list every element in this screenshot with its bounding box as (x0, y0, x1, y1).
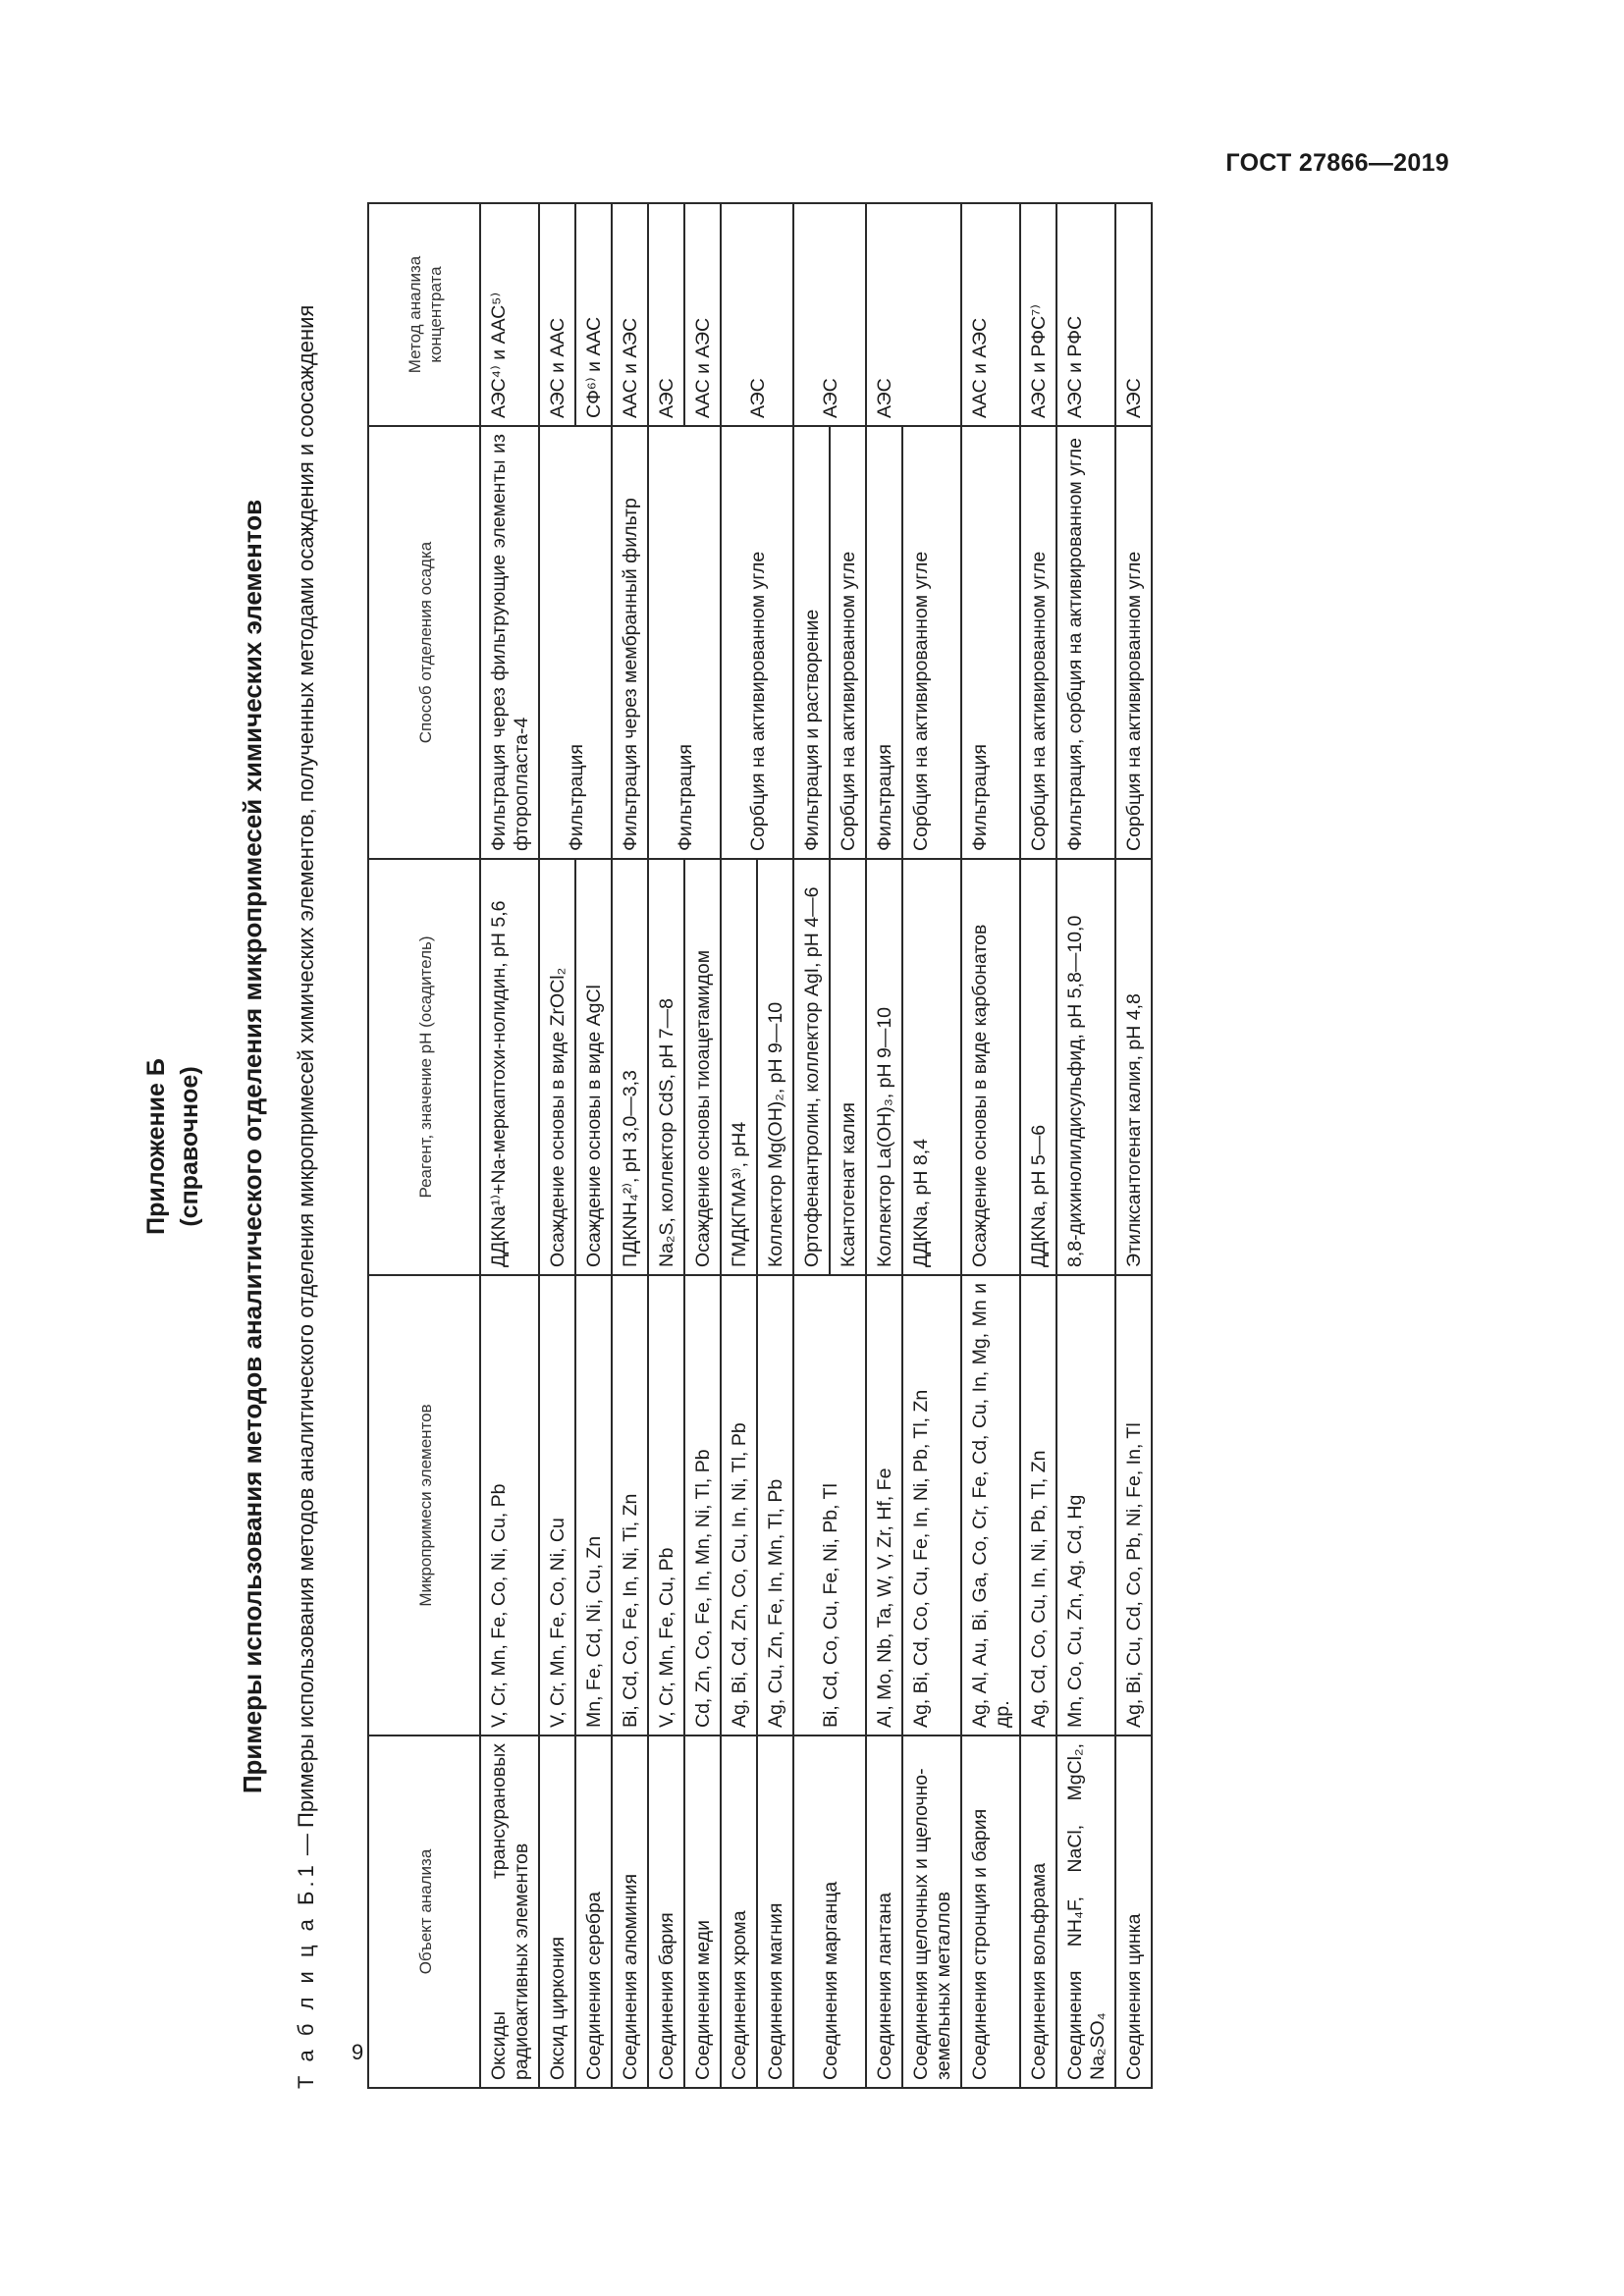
cell-object: Соединения алюминия (612, 1735, 648, 2088)
annex-title: Примеры использования методов аналитического отделения микропримесей химических элементов (238, 499, 267, 1794)
cell-separation: Сорбция на активированном угле (1115, 426, 1152, 859)
cell-impurities: Ag, Cd, Co, Cu, In, Ni, Pb, Tl, Zn (1020, 1275, 1056, 1735)
cell-separation: Фильтрация, сорбция на активированном угле (1056, 426, 1115, 859)
cell-reagent: ДДКNa, pH 8,4 (902, 859, 961, 1275)
cell-reagent: Этилксантогенат калия, pH 4,8 (1115, 859, 1152, 1275)
cell-object: Соединения лантана (866, 1735, 902, 2088)
column-header: Объект анализа (368, 1735, 480, 2088)
cell-impurities: Mn, Co, Cu, Zn, Ag, Cd, Hg (1056, 1275, 1115, 1735)
cell-impurities: Mn, Fe, Cd, Ni, Cu, Zn (575, 1275, 612, 1735)
appendix-note: (справочное) (176, 1066, 203, 1227)
table-row (648, 203, 684, 2088)
cell-reagent: Осаждение основы в виде AgCl (575, 859, 612, 1275)
cell-object: Соединения стронция и бария (961, 1735, 1020, 2088)
rotated-content (139, 204, 1441, 2089)
cell-separation: Фильтрация (539, 426, 612, 859)
table-row (866, 203, 902, 2088)
page-number: 9 (352, 2040, 364, 2064)
cell-impurities: Bi, Cd, Co, Fe, In, Ni, Ti, Zn (612, 1275, 648, 1735)
cell-separation: Сорбция на активированном угле (902, 426, 961, 859)
table-label: Т а б л и ц а Б.1 (294, 1861, 318, 2089)
cell-impurities: Ag, Al, Au, Bi, Ga, Co, Cr, Fe, Cd, Cu, In, Mg, Mn и др. (961, 1275, 1020, 1735)
cell-method: АЭС (866, 203, 961, 426)
cell-impurities: Ag, Cu, Zn, Fe, In, Mn, Tl, Pb (757, 1275, 793, 1735)
column-header: Реагент, значение pH (осадитель) (368, 859, 480, 1275)
cell-method: ААС и АЭС (612, 203, 648, 426)
appendix-title: Приложение Б (142, 1058, 170, 1235)
cell-object: Соединения NH₄F, NaCl, MgCl₂, Na₂SO₄ (1056, 1735, 1115, 2088)
cell-separation: Фильтрация и растворение (793, 426, 830, 859)
cell-object: Соединения серебра (575, 1735, 612, 2088)
table-row (1020, 203, 1056, 2088)
cell-impurities: V, Cr, Mn, Fe, Co, Ni, Cu (539, 1275, 575, 1735)
cell-separation: Сорбция на активированном угле (1020, 426, 1056, 859)
table-caption (293, 204, 320, 2089)
cell-reagent: Na₂S, коллектор CdS, pH 7—8 (648, 859, 684, 1275)
cell-method: СФ⁶⁾ и ААС (575, 203, 612, 426)
cell-impurities: Ag, Bi, Cd, Co, Cu, Fe, In, Ni, Pb, Tl, Zn (902, 1275, 961, 1735)
cell-object: Соединения магния (757, 1735, 793, 2088)
cell-object: Оксиды трансурановых радиоактивных элементов (480, 1735, 539, 2088)
cell-object: Соединения бария (648, 1735, 684, 2088)
cell-separation: Сорбция на активированном угле (830, 426, 866, 859)
cell-reagent: ДДКNa, pH 5—6 (1020, 859, 1056, 1275)
cell-separation: Фильтрация (866, 426, 902, 859)
cell-method: АЭС (721, 203, 793, 426)
cell-method: АЭС (648, 203, 684, 426)
cell-impurities: Al, Mo, Nb, Ta, W, V, Zr, Hf, Fe (866, 1275, 902, 1735)
table-row (1056, 203, 1115, 2088)
cell-separation: Фильтрация через мембранный фильтр (612, 426, 648, 859)
cell-method: ААС и АЭС (961, 203, 1020, 426)
cell-reagent: Ксантогенат калия (830, 859, 866, 1275)
cell-reagent: 8,8-дихинолилдисульфид, pH 5,8—10,0 (1056, 859, 1115, 1275)
cell-impurities: Ag, Bi, Cu, Cd, Co, Pb, Ni, Fe, In, Tl (1115, 1275, 1152, 1735)
table-row (961, 203, 1020, 2088)
cell-separation: Фильтрация (648, 426, 721, 859)
table-row (902, 203, 961, 2088)
table-row (612, 203, 648, 2088)
cell-object: Соединения щелочных и щелочно-земельных металлов (902, 1735, 961, 2088)
cell-object: Соединения хрома (721, 1735, 757, 2088)
cell-method: АЭС⁴⁾ и ААС⁵⁾ (480, 203, 539, 426)
cell-method: АЭС и ААС (539, 203, 575, 426)
cell-method: АЭС и РФС (1056, 203, 1115, 426)
appendix-heading (139, 204, 206, 2089)
cell-object: Соединения марганца (793, 1735, 866, 2088)
cell-object: Соединения меди (684, 1735, 721, 2088)
cell-reagent: Коллектор Mg(OH)₂, pH 9—10 (757, 859, 793, 1275)
column-header: Способ отделения осадка (368, 426, 480, 859)
table-row (539, 203, 575, 2088)
table-caption-text: — Примеры использования методов аналитического отделения микропримесей химических элементов, полученных методами осаждения и соосаждения (294, 304, 318, 1862)
cell-impurities: V, Cr, Mn, Fe, Co, Ni, Cu, Pb (480, 1275, 539, 1735)
cell-reagent: ГМДКГМА³⁾, pH4 (721, 859, 757, 1275)
gost-header: ГОСТ 27866—2019 (1225, 149, 1449, 177)
cell-reagent: Коллектор La(OH)₃, pH 9—10 (866, 859, 902, 1275)
cell-impurities: V, Cr, Mn, Fe, Cu, Pb (648, 1275, 684, 1735)
cell-reagent: ПДКNH₄²⁾, pH 3,0—3,3 (612, 859, 648, 1275)
cell-separation: Сорбция на активированном угле (721, 426, 793, 859)
cell-method: АЭС и РФС⁷⁾ (1020, 203, 1056, 426)
cell-object: Соединения вольфрама (1020, 1735, 1056, 2088)
cell-separation: Фильтрация через фильтрующие элементы из фторопласта-4 (480, 426, 539, 859)
table-row (1115, 203, 1152, 2088)
cell-reagent: Осаждение основы в виде ZrOCl₂ (539, 859, 575, 1275)
cell-separation: Фильтрация (961, 426, 1020, 859)
cell-impurities: Cd, Zn, Co, Fe, In, Mn, Ni, Tl, Pb (684, 1275, 721, 1735)
cell-impurities: Bi, Cd, Co, Cu, Fe, Ni, Pb, Tl (793, 1275, 866, 1735)
cell-object: Соединения цинка (1115, 1735, 1152, 2088)
table-row (480, 203, 539, 2088)
cell-reagent: Осаждение основы в виде карбонатов (961, 859, 1020, 1275)
data-table (367, 202, 1153, 2089)
cell-object: Оксид циркония (539, 1735, 575, 2088)
cell-reagent: Ортофенантролин, коллектор AgI, pH 4—6 (793, 859, 830, 1275)
cell-method: ААС и АЭС (684, 203, 721, 426)
table-row (721, 203, 757, 2088)
cell-method: АЭС (793, 203, 866, 426)
column-header: Микропримеси элементов (368, 1275, 480, 1735)
cell-reagent: Осаждение основы тиоацетамидом (684, 859, 721, 1275)
column-header: Метод анализа концентрата (368, 203, 480, 426)
cell-impurities: Ag, Bi, Cd, Zn, Co, Cu, In, Ni, Tl, Pb (721, 1275, 757, 1735)
table-row (793, 203, 830, 2088)
cell-method: АЭС (1115, 203, 1152, 426)
cell-reagent: ДДКNa¹⁾+Na-меркаптохи-нолидин, pH 5,6 (480, 859, 539, 1275)
table-header-row (368, 203, 480, 2088)
